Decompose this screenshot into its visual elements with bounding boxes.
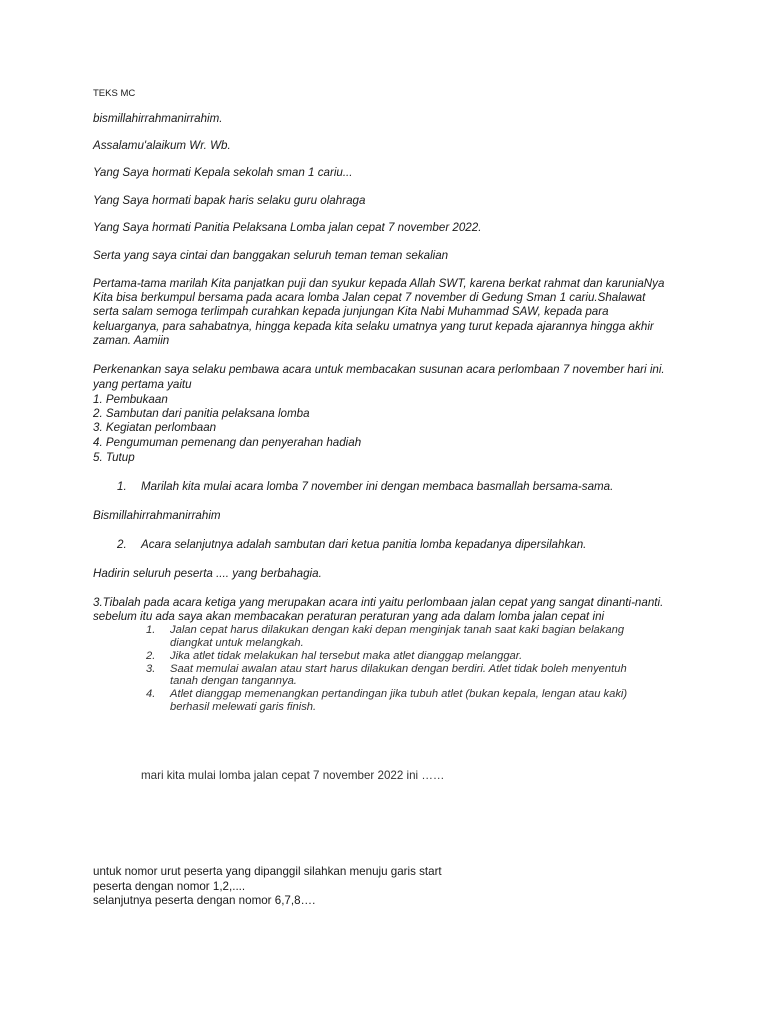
respect-line: Yang Saya hormati Panitia Pelaksana Lomba jalan cepat 7 november 2022. [93, 221, 482, 234]
agenda-item: 3. Kegiatan perlombaan [93, 421, 217, 434]
step-text: Marilah kita mulai acara lomba 7 november ini dengan membaca basmallah bersama-sama. [141, 480, 614, 493]
basmalah-line: Bismillahirrahmanirrahim [93, 509, 221, 522]
agenda-item: 4. Pengumuman pemenang dan penyerahan hadiah [93, 436, 362, 449]
rule-text: tanah dengan tangannya. [170, 675, 297, 687]
respect-line: Yang Saya hormati Kepala sekolah sman 1 cariu... [93, 166, 353, 179]
rule-text: berhasil melewati garis finish. [170, 701, 317, 713]
intro-line: Perkenankan saya selaku pembawa acara untuk membacakan susunan acara perlombaan 7 november hari ini. [93, 363, 665, 376]
agenda-item: 5. Tutup [93, 451, 135, 464]
hadirin-line: Hadirin seluruh peserta .... yang berbahagia. [93, 567, 322, 580]
rule-text: Jalan cepat harus dilakukan dengan kaki depan menginjak tanah saat kaki bagian belakang [170, 624, 625, 636]
rule-text: diangkat untuk melangkah. [170, 637, 304, 649]
closing-line: selanjutnya peserta dengan nomor 6,7,8…. [93, 894, 316, 907]
step3-line: sebelum itu ada saya akan membacakan peraturan peraturan yang ada dalam lomba jalan cepat ini [93, 610, 605, 623]
greeting-salam: Assalamu'alaikum Wr. Wb. [93, 139, 231, 152]
closing-line: untuk nomor urut peserta yang dipanggil silahkan menuju garis start [93, 865, 442, 878]
respect-line: Yang Saya hormati bapak haris selaku guru olahraga [93, 194, 366, 207]
rule-number: 4. [146, 688, 156, 700]
document-title: TEKS MC [93, 88, 136, 99]
intro-line: yang pertama yaitu [93, 378, 192, 391]
rule-number: 3. [146, 663, 156, 675]
step-text: Acara selanjutnya adalah sambutan dari ketua panitia lomba kepadanya dipersilahkan. [141, 538, 587, 551]
opening-line: Kita bisa berkumpul bersama pada acara lomba Jalan cepat 7 november di Gedung Sman 1 cariu.Shalawat [93, 291, 646, 304]
rule-number: 1. [146, 624, 156, 636]
opening-line: Pertama-tama marilah Kita panjatkan puji dan syukur kepada Allah SWT, karena berkat rahmat dan karuniaNya [93, 277, 665, 290]
rule-text: Saat memulai awalan atau start harus dilakukan dengan berdiri. Atlet tidak boleh menyentuh [170, 663, 627, 675]
greeting-bismillah: bismillahirrahmanirrahim. [93, 112, 223, 125]
step-number: 1. [117, 480, 127, 493]
respect-line: Serta yang saya cintai dan banggakan seluruh teman teman sekalian [93, 249, 449, 262]
agenda-item: 2. Sambutan dari panitia pelaksana lomba [93, 407, 310, 420]
opening-line: zaman. Aamiin [93, 334, 170, 347]
step-number: 2. [117, 538, 127, 551]
opening-line: serta salam semoga terlimpah curahkan kepada junjungan Kita Nabi Muhammad SAW, kepada para [93, 305, 609, 318]
start-line: mari kita mulai lomba jalan cepat 7 november 2022 ini …… [141, 769, 445, 782]
rule-text: Atlet dianggap memenangkan pertandingan jika tubuh atlet (bukan kepala, lengan atau kaki) [170, 688, 628, 700]
agenda-item: 1. Pembukaan [93, 393, 168, 406]
closing-line: peserta dengan nomor 1,2,.... [93, 880, 246, 893]
rule-text: Jika atlet tidak melakukan hal tersebut maka atlet dianggap melanggar. [170, 650, 523, 662]
opening-line: keluarganya, para sahabatnya, hingga kepada kita selaku umatnya yang turut kepada ajarannya hingga akhir [93, 320, 654, 333]
rule-number: 2. [146, 650, 156, 662]
step3-line: 3.Tibalah pada acara ketiga yang merupakan acara inti yaitu perlombaan jalan cepat yang sangat dinanti-nanti. [93, 596, 664, 609]
